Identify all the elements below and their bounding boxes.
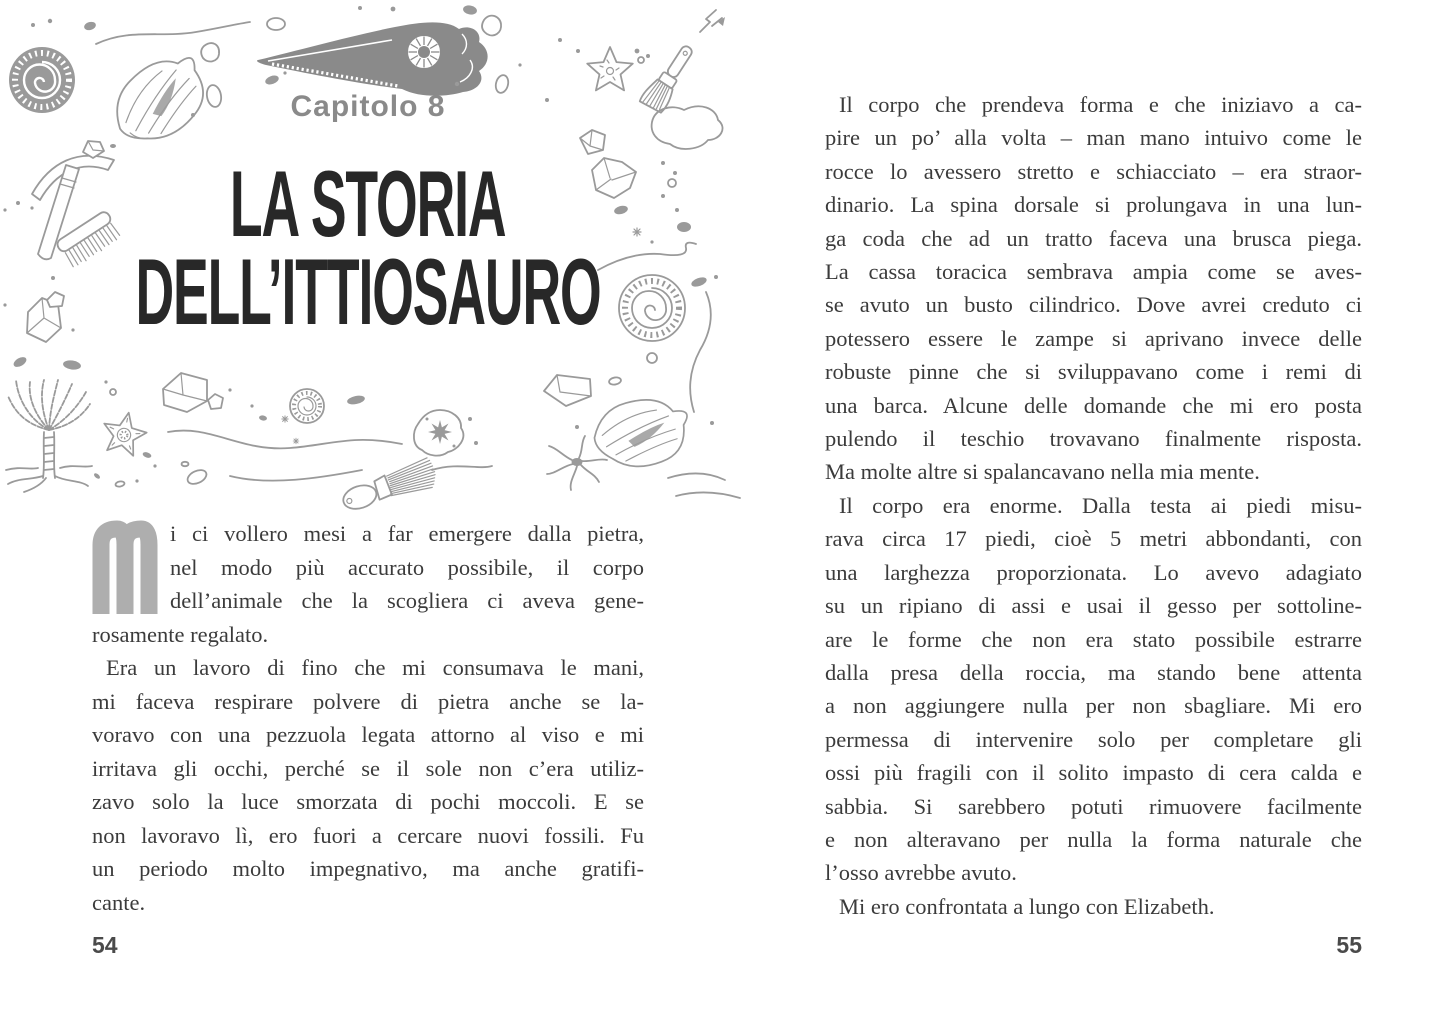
- puddle-icon: [652, 106, 723, 149]
- text-line: rava circa 17 piedi, cioè 5 metri abbondanti, con: [825, 526, 1362, 552]
- text-line: Ma molte altre si spalancavano nella mia mente.: [825, 459, 1260, 485]
- text-line: permessa di intervenire solo per completare gli: [825, 726, 1362, 752]
- text-line: i ci vollero mesi a far emergere dalla pietra,: [170, 521, 644, 546]
- chapter-title: [92, 151, 644, 344]
- puddle-icon: [482, 16, 501, 36]
- pebble-icon: [110, 389, 116, 395]
- text-line: a non aggiungere nulla per non sbagliare. Mi ero: [825, 693, 1362, 719]
- squiggle-icon: [201, 43, 219, 61]
- squiggle-icon: [690, 292, 711, 412]
- pebble-icon: [267, 18, 285, 30]
- chapter-title-line: DELL’ITTIOSAURO: [135, 239, 601, 344]
- text-line: pire un po’ alla volta – man mano intuivo come le: [825, 125, 1362, 151]
- text-line: Mi ero confrontata a lungo con Elizabeth.: [839, 893, 1215, 919]
- rock-icon: [163, 373, 223, 412]
- text-line: Il corpo che prendeva forma e che iniziavo a ca-: [839, 92, 1362, 117]
- text-line: una larghezza proporzionata. Lo avevo adagiato: [825, 559, 1362, 585]
- text-line: rocce lo avessero stretto e schiacciato – era straor-: [825, 158, 1362, 184]
- text-line: un periodo molto impegnativo, ma anche gratifi-: [92, 856, 644, 881]
- text-line: cante.: [92, 889, 146, 915]
- pebble-icon: [647, 353, 657, 363]
- text-line: nel modo più accurato possibile, il corpo: [170, 554, 644, 580]
- small-ammonite-icon: [290, 389, 324, 423]
- paintbrush-icon: [639, 40, 700, 114]
- text-line: mi faceva respirare polvere di pietra anche se la-: [92, 688, 644, 714]
- text-line: dinario. La spina dorsale si prolungava in una lun-: [825, 192, 1362, 218]
- chapter-title-line: LA STORIA: [230, 151, 506, 256]
- paragraph: [825, 88, 1362, 489]
- text-line: robuste pinne che si sviluppavano come i remi di: [825, 359, 1362, 385]
- squiggle-icon: [432, 466, 492, 470]
- page-number-right: 55: [1336, 932, 1362, 958]
- paragraph: [825, 489, 1362, 890]
- text-line: dalla presa della roccia, ma stando bene attenta: [825, 659, 1362, 685]
- text-line: are le forme che non era stato possibile estrarre: [825, 626, 1362, 652]
- paragraph: [92, 517, 644, 651]
- text-line: Era un lavoro di fino che mi consumava le mani,: [106, 655, 644, 680]
- text-line: su un ripiano di assi e usai il gesso per sottoline-: [825, 593, 1362, 619]
- text-line: ossi più fragili con il solito impasto di cera calda e: [825, 760, 1362, 786]
- left-page-body: [92, 517, 644, 919]
- page-number-left: 54: [92, 932, 118, 958]
- squiggle-icon: [168, 431, 402, 449]
- text-line: ga coda che ad un tratto faceva una brusca piega.: [825, 225, 1362, 251]
- pebble-icon: [668, 179, 676, 187]
- paragraph: [92, 651, 644, 919]
- crinoid-icon: [6, 380, 92, 492]
- text-line: irritava gli occhi, perché se il sole non c’era utiliz-: [92, 755, 644, 781]
- text-line: zavo solo la luce smorzata di pochi moccoli. E se: [92, 789, 644, 814]
- oyster-shell-icon: [589, 386, 692, 479]
- starfish-icon: [587, 47, 633, 90]
- slab-stone-icon: [544, 375, 591, 406]
- text-line: pulendo il teschio trovavano finalmente risposta.: [825, 426, 1362, 452]
- chapter-label: Capitolo 8: [290, 90, 446, 123]
- flower-fossil-icon: [414, 410, 463, 456]
- squiggle-icon: [668, 473, 725, 480]
- pebble-icon: [638, 57, 644, 63]
- squiggle-icon: [676, 492, 740, 498]
- squiggle-icon: [230, 470, 362, 481]
- ammonite-icon: [9, 47, 75, 113]
- text-line: e non alteravano per nulla la forma naturale che: [825, 826, 1362, 852]
- text-line: una barca. Alcune delle domande che mi ero posta: [825, 392, 1362, 418]
- ichthyosaur-skull-icon: [257, 22, 488, 95]
- right-page-body: [825, 88, 1362, 923]
- text-line: La cassa toracica sembrava ampia come se aves-: [825, 259, 1362, 285]
- text-line: sabbia. Si sarebbero potuti rimuovere facilmente: [825, 793, 1362, 819]
- starfish-flower-icon: [99, 408, 150, 457]
- squiggle-icon: [96, 22, 250, 44]
- text-line: se avuto un busto cilindrico. Dove avrei creduto ci: [825, 292, 1362, 318]
- text-line: voravo con una pezzuola legata attorno al viso e mi: [92, 722, 644, 747]
- pebble-icon: [110, 144, 116, 148]
- drop-cap-m: [92, 520, 158, 614]
- flat-brush-icon: [337, 457, 439, 513]
- text-line: l’osso avrebbe avuto.: [825, 860, 1017, 886]
- crack-icon: [700, 10, 725, 32]
- text-line: non lavoravo lì, ero fuori a cercare nuovi fossili. Fu: [92, 822, 644, 848]
- paragraph: [825, 890, 1362, 923]
- rock-icon: [580, 130, 605, 154]
- text-line: rosamente regalato.: [92, 621, 269, 647]
- text-line: potessero essere le zampe si aprivano invece delle: [825, 325, 1362, 351]
- text-line: Il corpo era enorme. Dalla testa ai piedi misu-: [839, 492, 1362, 518]
- text-line: dell’animale che la scogliera ci aveva gene-: [170, 588, 644, 613]
- rock-icon: [27, 292, 64, 342]
